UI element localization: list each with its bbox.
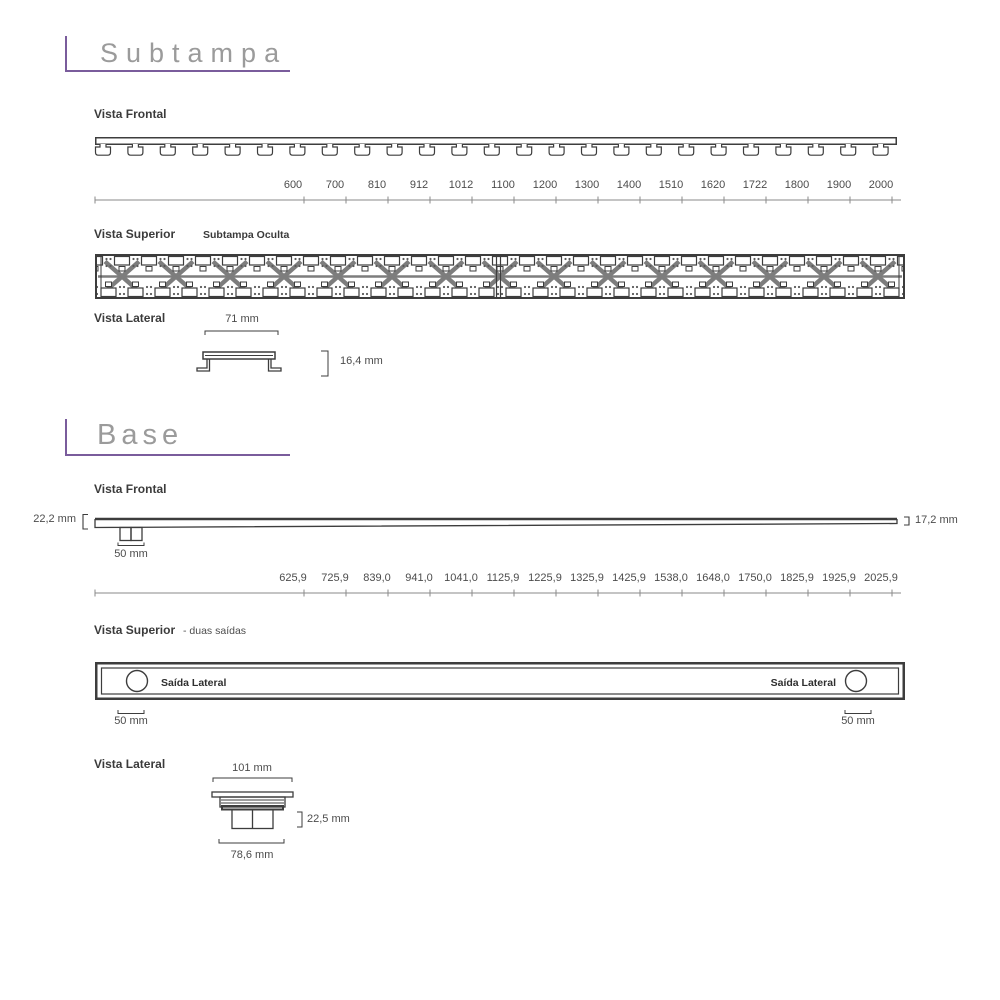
subtampa-dimension-scale — [95, 179, 915, 219]
scale-value: 1750,0 — [738, 572, 772, 584]
right-outlet-dim: 50 mm — [841, 715, 875, 727]
subtampa-superior-drawing — [95, 254, 905, 299]
outlet-left-cell — [120, 528, 131, 541]
outlet-width-bracket — [118, 543, 144, 546]
height-bracket — [297, 812, 302, 827]
base-right-height-dim: 17,2 mm — [915, 514, 958, 526]
scale-value: 2000 — [868, 179, 894, 191]
scale-value: 725,9 — [321, 572, 349, 584]
scale-value: 810 — [367, 179, 387, 191]
subtampa-vista-superior-label: Vista Superior — [94, 227, 176, 241]
scale-value: 1825,9 — [780, 572, 814, 584]
subtampa-title: Subtampa — [100, 38, 288, 68]
duas-saidas-label: - duas saídas — [183, 625, 247, 637]
scale-value: 1400 — [616, 179, 642, 191]
base-outlet-dim: 50 mm — [114, 548, 148, 560]
subtampa-height-bracket — [318, 350, 332, 378]
scale-value: 1225,9 — [528, 572, 562, 584]
base-dimension-scale — [95, 572, 915, 612]
scale-value: 1925,9 — [822, 572, 856, 584]
left-outlet-label: Saída Lateral — [161, 677, 227, 689]
scale-value: 1900 — [826, 179, 852, 191]
base-lateral-width-dim: 101 mm — [232, 762, 272, 774]
scale-value: 1620 — [700, 179, 726, 191]
scale-value: 1538,0 — [654, 572, 688, 584]
base-lateral-outlet-width-dim: 78,6 mm — [230, 849, 274, 861]
scale-value: 1125,9 — [486, 572, 520, 584]
outlet-right-cell — [131, 528, 142, 541]
left-outlet-dim: 50 mm — [114, 715, 148, 727]
base-lateral-height-dim: 22,5 mm — [307, 813, 350, 825]
subtampa-height-dim: 16,4 mm — [340, 355, 383, 367]
scale-value: 1300 — [574, 179, 600, 191]
base-section-header — [65, 419, 290, 456]
profile-right-leg — [269, 359, 282, 371]
base-vista-superior-label: Vista Superior — [94, 623, 176, 637]
base-title: Base — [97, 419, 184, 451]
base-left-height-dim: 22,2 mm — [33, 513, 76, 525]
scale-value: 625,9 — [279, 572, 307, 584]
scale-value: 1722 — [742, 179, 768, 191]
base-vista-lateral-label: Vista Lateral — [94, 757, 166, 771]
scale-value: 839,0 — [363, 572, 391, 584]
right-outlet-circle — [846, 671, 867, 692]
subtampa-vista-lateral-label: Vista Lateral — [94, 311, 166, 325]
scale-value: 600 — [283, 179, 303, 191]
width-bracket — [205, 331, 278, 335]
scale-value: 941,0 — [405, 572, 433, 584]
subtampa-oculta-label: Subtampa Oculta — [203, 229, 290, 241]
subtampa-width-dim: 71 mm — [225, 313, 259, 325]
left-outlet-circle — [127, 671, 148, 692]
scale-value: 1012 — [448, 179, 474, 191]
right-outlet-label: Saída Lateral — [770, 677, 836, 689]
subtampa-vista-frontal-label: Vista Frontal — [94, 107, 167, 121]
base-frontal-drawing — [78, 508, 923, 564]
subtampa-section-header — [65, 36, 290, 72]
width-bracket — [213, 778, 292, 782]
scale-value: 2025,9 — [864, 572, 898, 584]
base-vista-frontal-label: Vista Frontal — [94, 482, 167, 496]
flange — [212, 792, 293, 797]
scale-value: 1425,9 — [612, 572, 646, 584]
profile-left-leg — [197, 359, 210, 371]
scale-value: 1800 — [784, 179, 810, 191]
scale-value: 1648,0 — [696, 572, 730, 584]
left-height-bracket — [83, 515, 88, 530]
scale-value: 912 — [409, 179, 429, 191]
subtampa-frontal-drawing — [95, 137, 900, 159]
base-lateral-drawing — [200, 775, 390, 850]
scale-value: 1041,0 — [444, 572, 478, 584]
scale-value: 1100 — [491, 179, 515, 191]
outlet-width-bracket — [219, 839, 284, 843]
right-height-bracket — [904, 517, 909, 525]
scale-value: 1325,9 — [570, 572, 604, 584]
scale-value: 1200 — [532, 179, 558, 191]
scale-value: 1510 — [658, 179, 684, 191]
scale-value: 700 — [325, 179, 345, 191]
channel-body — [95, 519, 897, 528]
